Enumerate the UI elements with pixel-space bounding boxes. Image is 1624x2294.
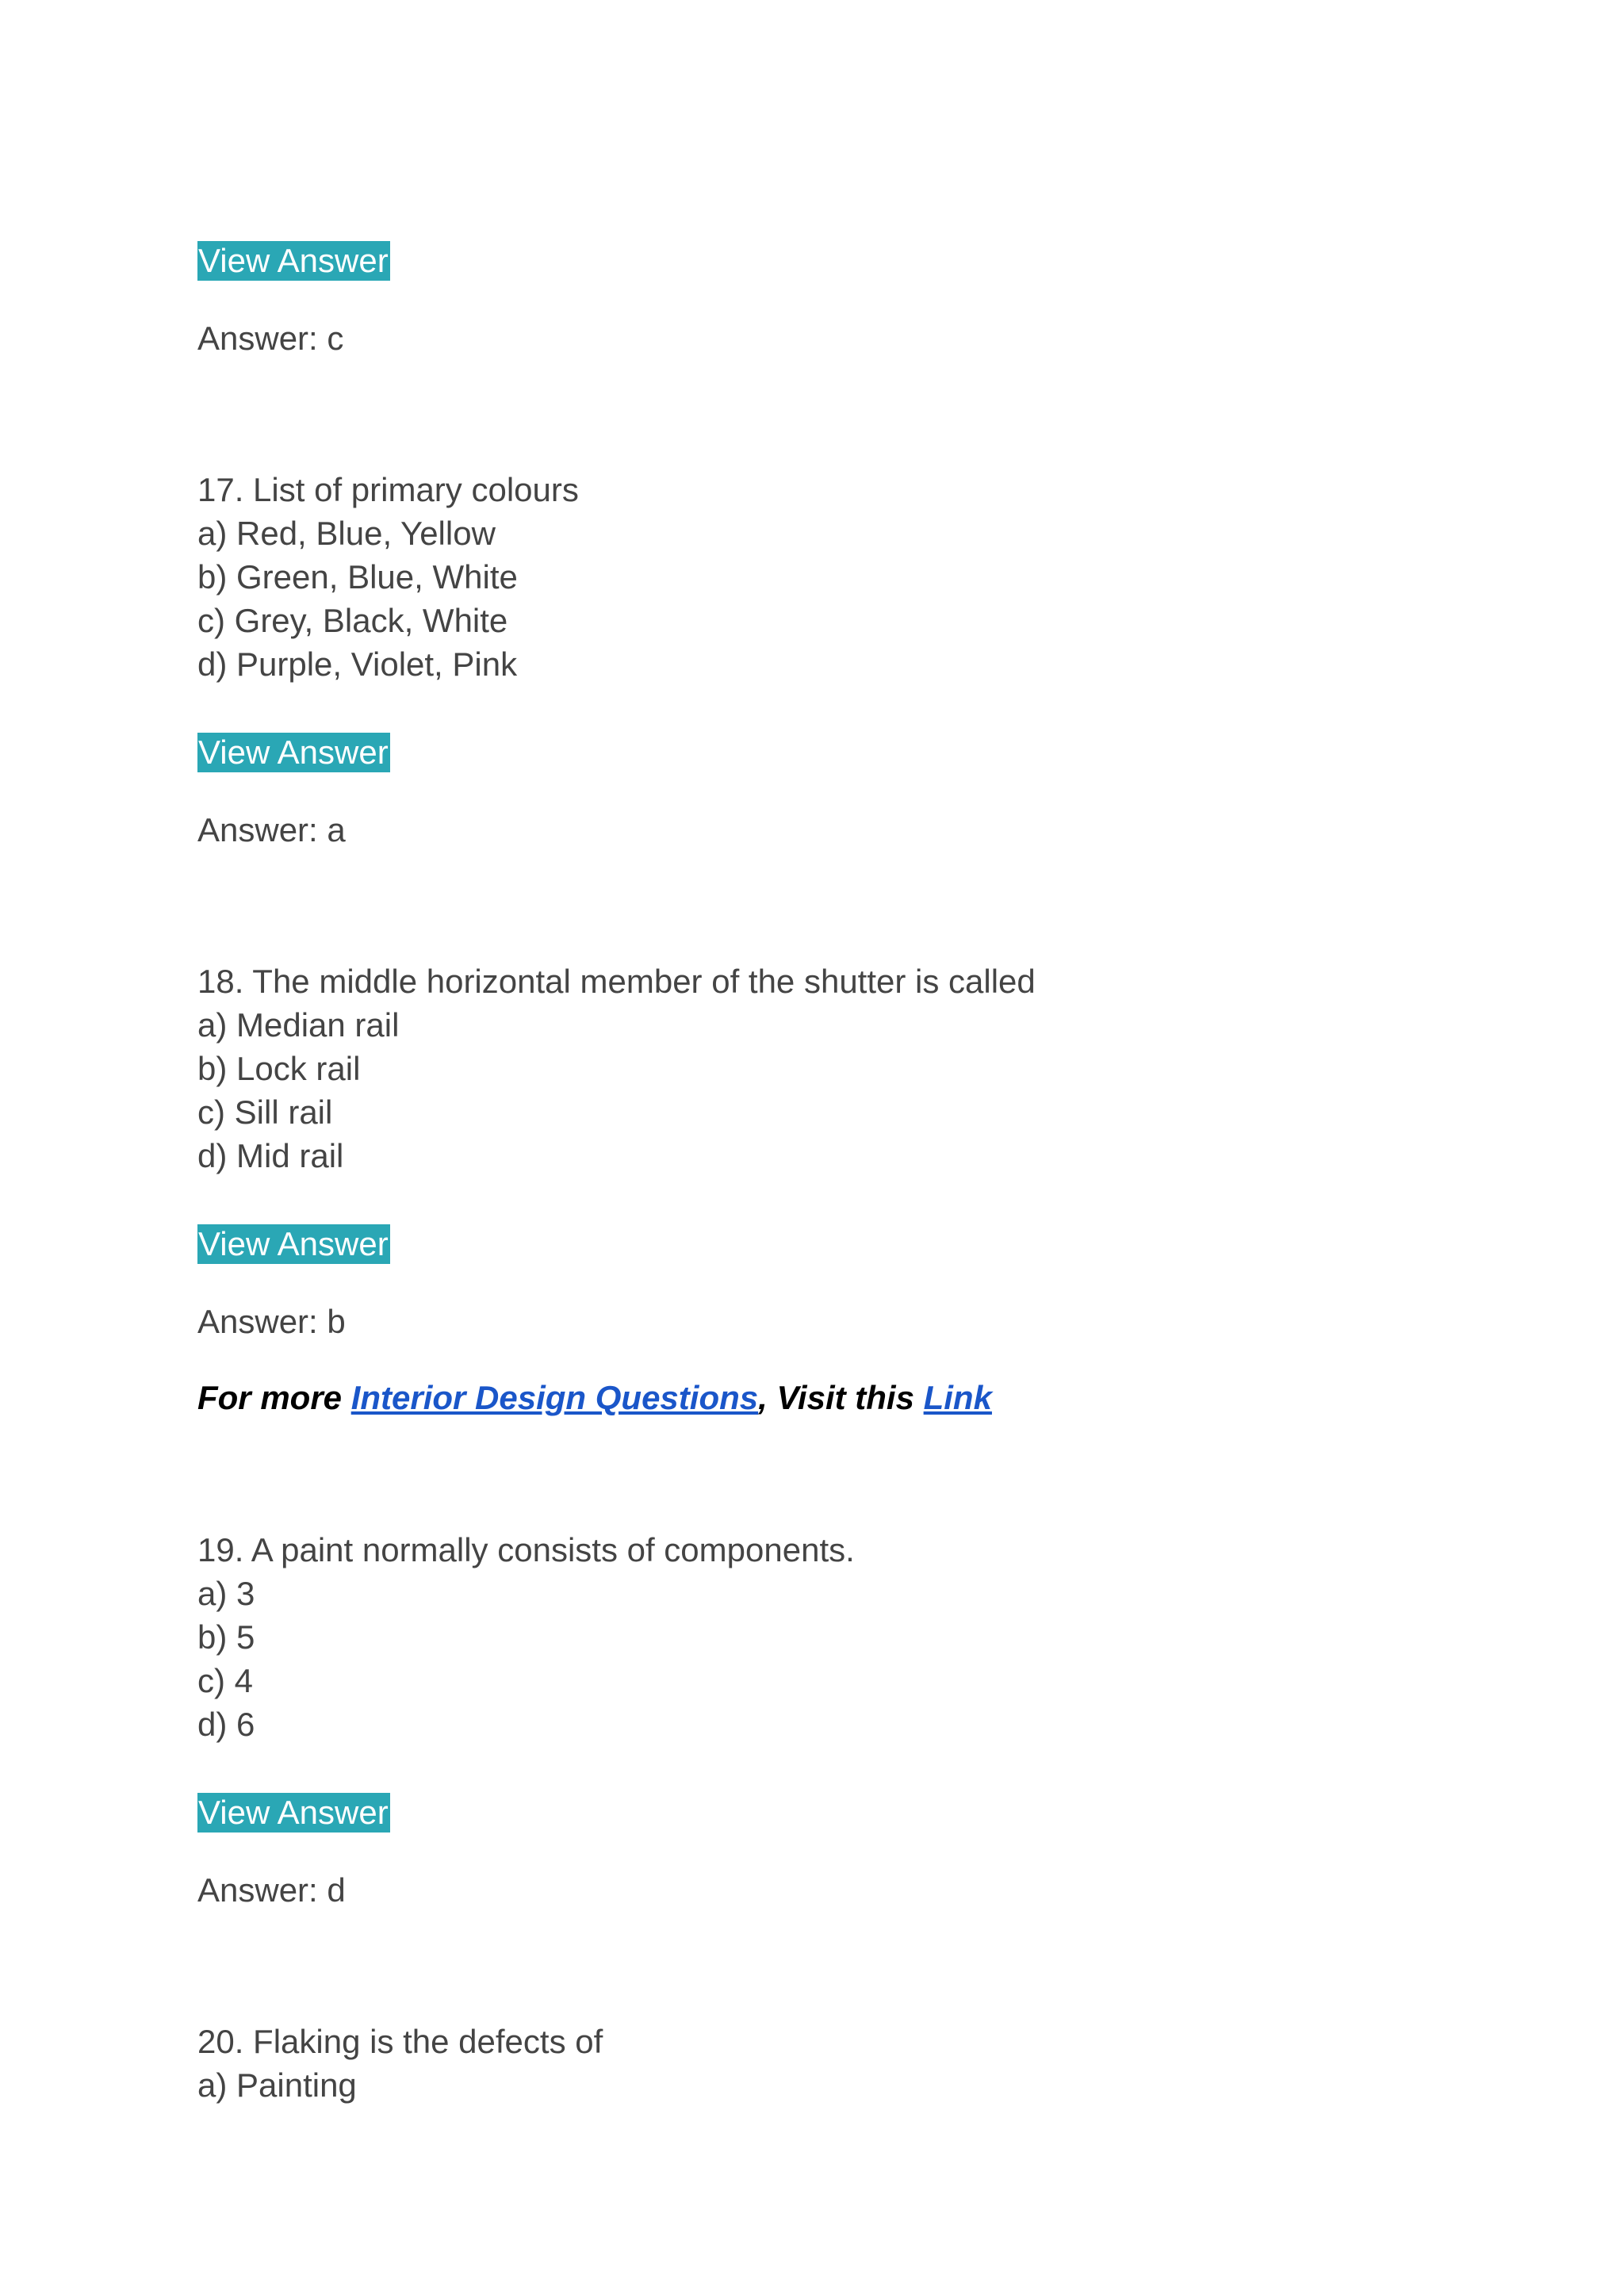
question-19-option-d: d) 6 (197, 1706, 255, 1743)
question-17-option-b: b) Green, Blue, White (197, 558, 518, 596)
question-18-text: 18. The middle horizontal member of the shutter is called (197, 963, 1036, 1000)
question-19-option-a: a) 3 (197, 1575, 255, 1612)
question-20 (197, 2020, 603, 2107)
question-17-option-a: a) Red, Blue, Yellow (197, 515, 496, 552)
answer-text-16: Answer: c (197, 320, 344, 357)
visit-link[interactable]: Link (923, 1379, 992, 1416)
more-prefix: For more (197, 1379, 351, 1416)
question-18-option-d: d) Mid rail (197, 1137, 344, 1174)
question-19-text: 19. A paint normally consists of components. (197, 1531, 855, 1568)
view-answer-button-17[interactable]: View Answer (198, 733, 389, 771)
question-20-option-a: a) Painting (197, 2066, 357, 2104)
question-18-option-b: b) Lock rail (197, 1050, 361, 1087)
question-17-option-d: d) Purple, Violet, Pink (197, 645, 518, 683)
question-18-option-c: c) Sill rail (197, 1093, 333, 1131)
answer-text-17: Answer: a (197, 811, 346, 848)
more-questions-line (197, 1378, 992, 1418)
view-answer-button-16[interactable]: View Answer (198, 242, 389, 279)
answer-text-19: Answer: d (197, 1871, 346, 1909)
question-20-text: 20. Flaking is the defects of (197, 2023, 603, 2060)
question-18 (197, 959, 1036, 1178)
question-17-text: 17. List of primary colours (197, 471, 579, 508)
more-middle: , Visit this (758, 1379, 924, 1416)
question-19 (197, 1528, 855, 1746)
question-17 (197, 468, 579, 686)
answer-text-18: Answer: b (197, 1303, 346, 1340)
view-answer-button-19[interactable]: View Answer (198, 1794, 389, 1831)
question-18-option-a: a) Median rail (197, 1006, 400, 1044)
question-17-option-c: c) Grey, Black, White (197, 602, 508, 639)
interior-design-questions-link[interactable]: Interior Design Questions (350, 1379, 759, 1416)
question-19-option-b: b) 5 (197, 1618, 255, 1656)
question-19-option-c: c) 4 (197, 1662, 254, 1699)
view-answer-button-18[interactable]: View Answer (198, 1225, 389, 1262)
